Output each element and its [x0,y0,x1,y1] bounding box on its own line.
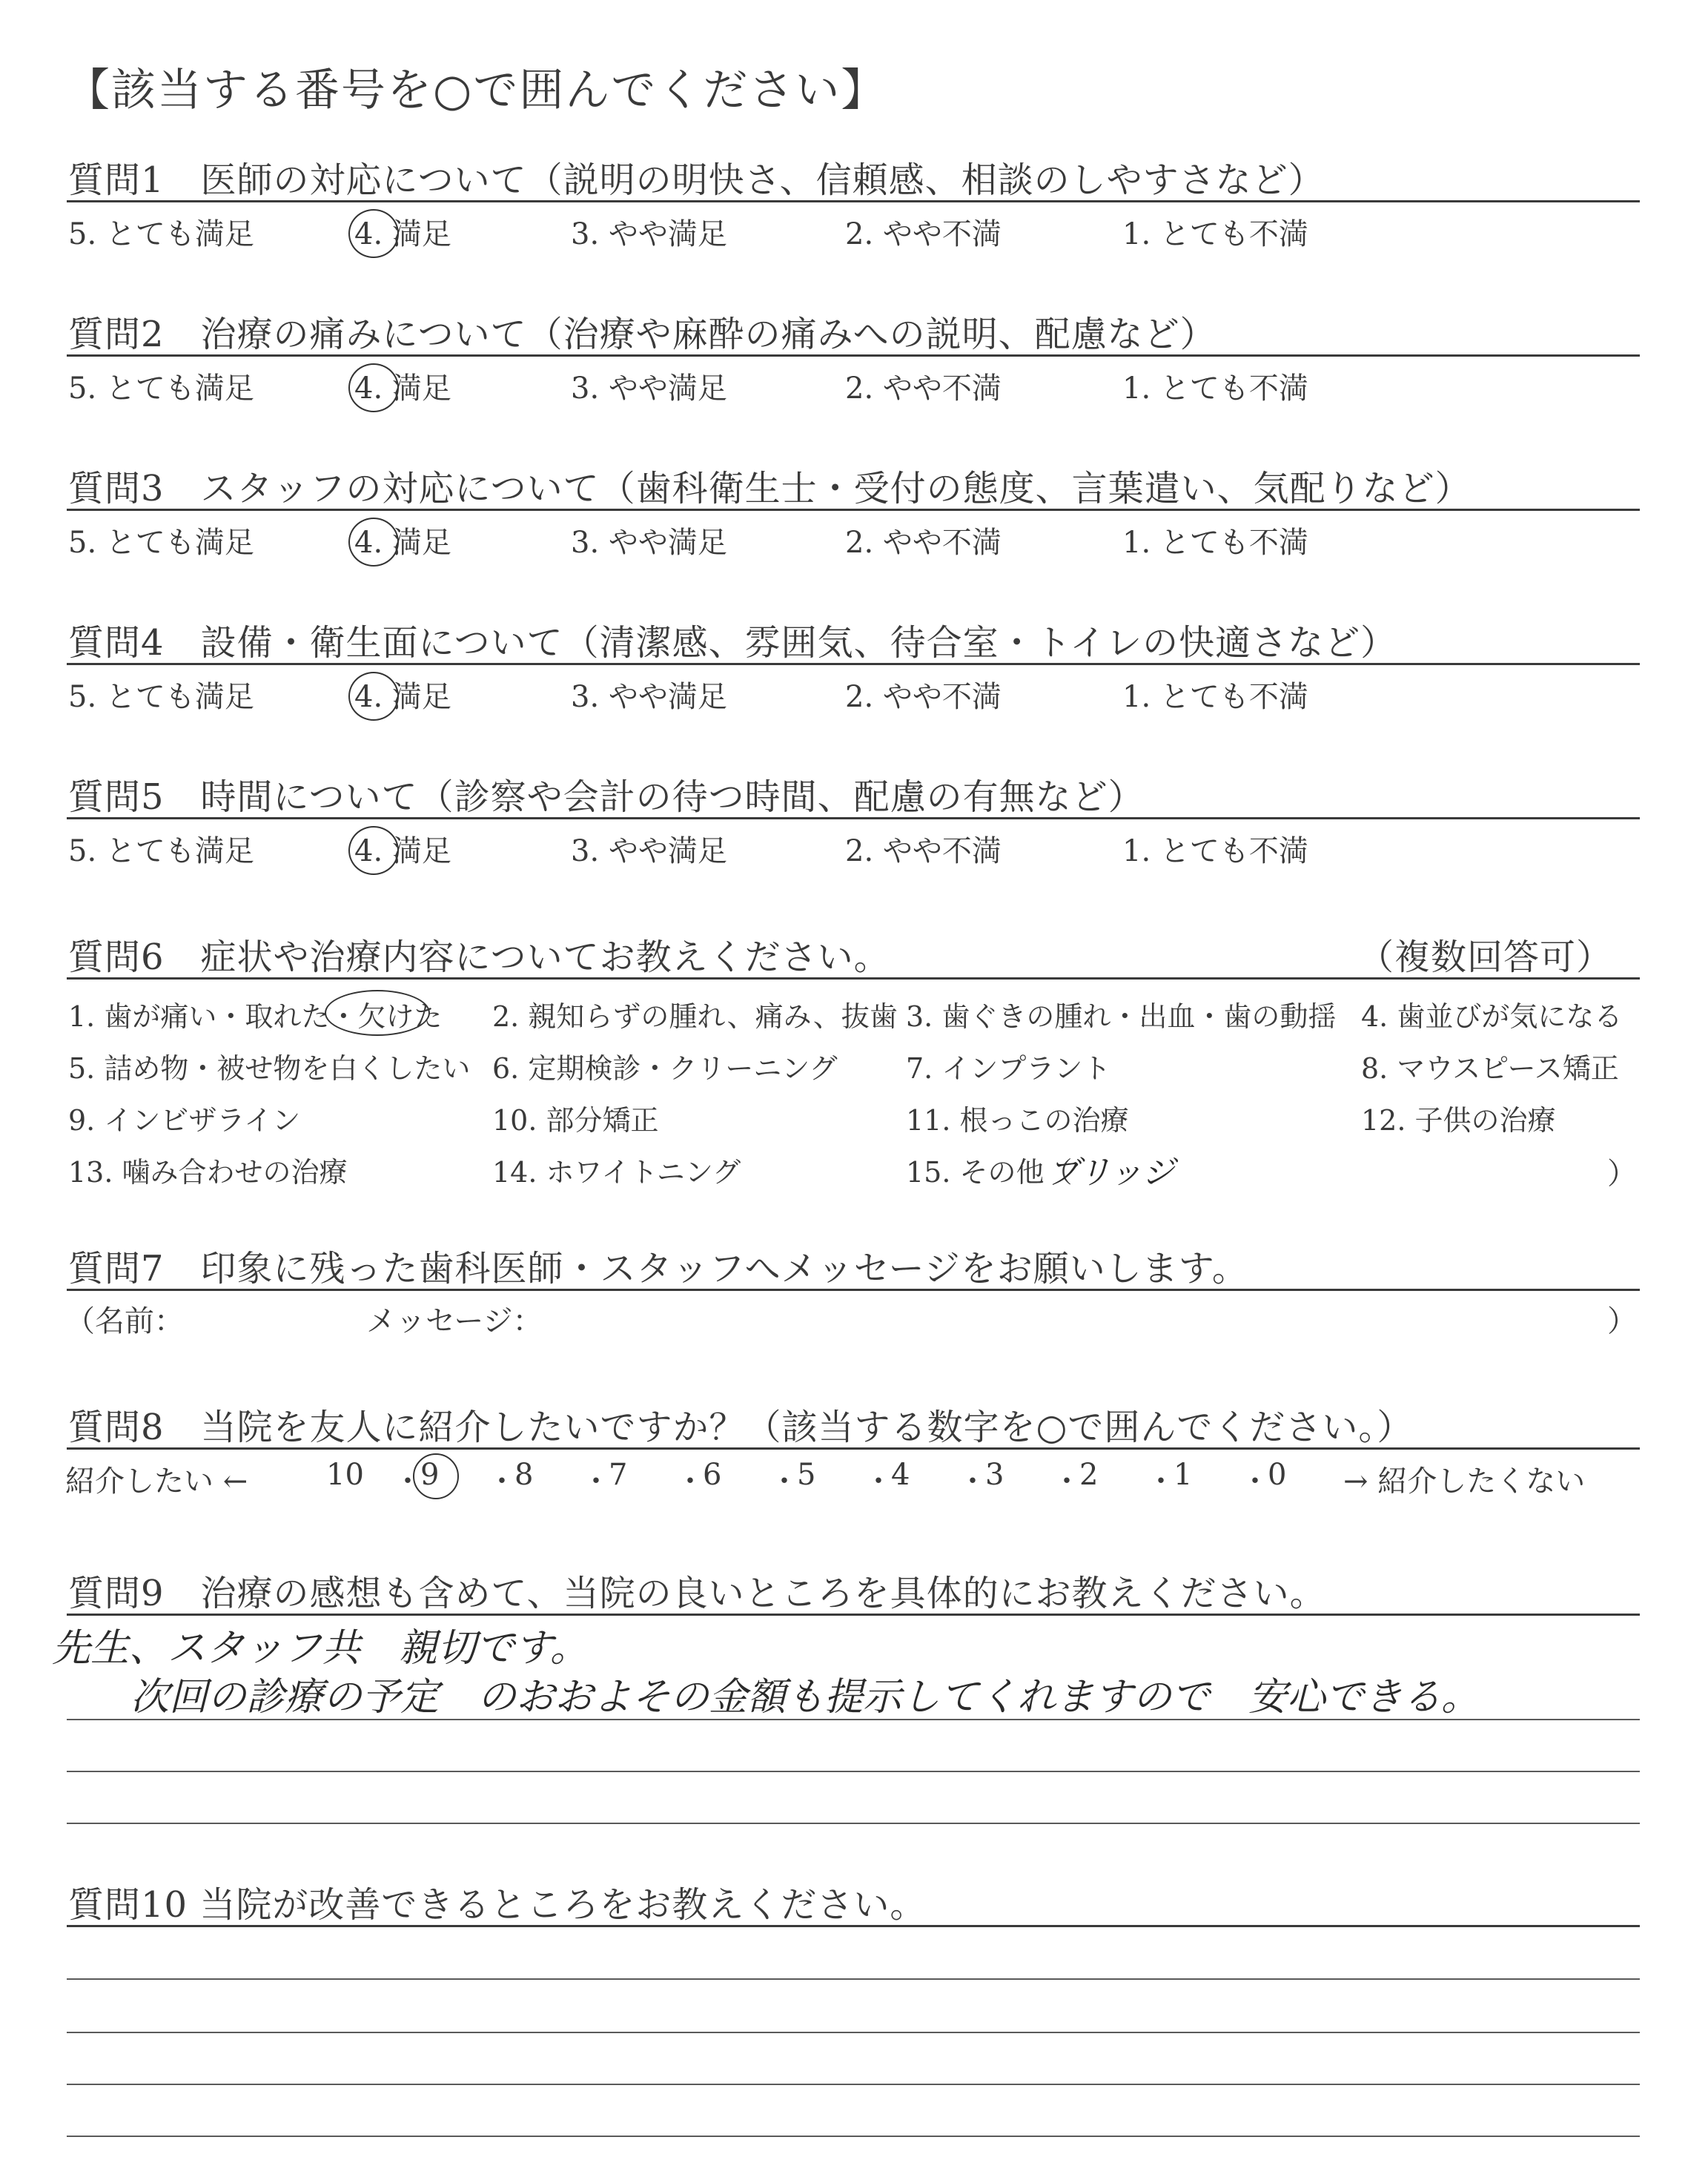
q3-option-2[interactable]: 2. やや不満 [845,526,1002,560]
q6-option-11[interactable]: 11. 根っこの治療 [906,1104,1129,1137]
q6-option-14[interactable]: 14. ホワイトニング [492,1156,741,1189]
q2-rule [67,354,1640,357]
q8-title: 質問8 当院を友人に紹介したいですか？（該当する数字を○で囲んでください。） [68,1407,1414,1448]
q6-option-7[interactable]: 7. インプラント [906,1052,1111,1085]
q8-selected-circle [413,1453,459,1499]
q8-scale-4[interactable]: 4 [891,1458,910,1492]
q5-option-5[interactable]: 5. とても満足 [68,834,254,868]
q10-line-5 [67,2136,1640,2137]
q7-close: ） [1607,1304,1637,1338]
q8-left-label: 紹介したい ← [65,1464,248,1499]
q6-option-9[interactable]: 9. インビザライン [68,1104,301,1137]
q6-option-1[interactable]: 1. 歯が痛い・取れた・欠けた [68,1000,443,1033]
q6-note: （複数回答可） [1358,937,1613,978]
q3-selected-circle [348,518,399,567]
q8-scale-6[interactable]: 6 [703,1458,722,1492]
q2-option-2[interactable]: 2. やや不満 [845,371,1002,406]
q8-rule [67,1447,1640,1450]
q6-other-answer: ブリッジ [1047,1154,1175,1192]
q3-option-5[interactable]: 5. とても満足 [68,526,254,560]
q6-option-8[interactable]: 8. マウスピース矯正 [1361,1052,1619,1085]
q8-scale-separator: ・ [958,1464,987,1499]
q8-scale-10[interactable]: 10 [326,1458,364,1492]
q8-scale-separator: ・ [1146,1464,1176,1499]
form-heading: 【該当する番号を○で囲んでください】 [65,65,887,116]
q8-scale-7[interactable]: 7 [609,1458,628,1492]
q9-answer-line-2: 次回の診療の予定 のおおよその金額も提示してくれますので 安心できる。 [130,1675,1480,1720]
q4-option-2[interactable]: 2. やや不満 [845,680,1002,714]
q4-option-3[interactable]: 3. やや満足 [571,680,727,714]
q6-option-3[interactable]: 3. 歯ぐきの腫れ・出血・歯の動揺 [906,1000,1337,1033]
q8-right-label: → 紹介したくない [1343,1464,1586,1499]
q10-rule [67,1925,1640,1927]
q6-title: 質問6 症状や治療内容についてお教えください。 [68,937,890,978]
q6-option-15[interactable]: 15. その他（ [906,1156,1073,1189]
q8-scale-separator: ・ [864,1464,893,1499]
q9-line-4 [67,1823,1640,1824]
q10-line-4 [67,2084,1640,2085]
q6-option-13[interactable]: 13. 噛み合わせの治療 [68,1156,348,1189]
q10-line-3 [67,2032,1640,2033]
q8-scale-9[interactable]: 9 [420,1458,440,1492]
q6-option-5[interactable]: 5. 詰め物・被せ物を白くしたい [68,1052,471,1085]
q7-name-label: （名前： [65,1304,184,1338]
q1-option-2[interactable]: 2. やや不満 [845,217,1002,251]
q8-scale-0[interactable]: 0 [1268,1458,1287,1492]
q8-scale-separator: ・ [581,1464,611,1499]
q1-selected-circle [348,209,399,258]
q8-scale-3[interactable]: 3 [985,1458,1004,1492]
q10-line-2 [67,1978,1640,1980]
q4-rule [67,663,1640,665]
q5-option-3[interactable]: 3. やや満足 [571,834,727,868]
q4-title: 質問4 設備・衛生面について（清潔感、雰囲気、待合室・トイレの快適さなど） [68,622,1397,664]
q3-option-3[interactable]: 3. やや満足 [571,526,727,560]
q8-scale-separator: ・ [675,1464,705,1499]
q1-option-4[interactable]: 4. 満足 [354,217,451,251]
q9-line-2 [67,1719,1640,1720]
q5-selected-circle [348,826,399,875]
q7-rule [67,1289,1640,1291]
q6-option-12[interactable]: 12. 子供の治療 [1361,1104,1556,1137]
q6-circle-mark [325,990,430,1036]
q6-option-10[interactable]: 10. 部分矯正 [492,1104,659,1137]
q2-selected-circle [348,363,399,412]
q8-scale-separator: ・ [487,1464,517,1499]
q6-option-6[interactable]: 6. 定期検診・クリーニング [492,1052,838,1085]
q8-scale-separator: ・ [769,1464,799,1499]
q5-title: 質問5 時間について（診察や会計の待つ時間、配慮の有無など） [68,776,1145,818]
q3-option-4[interactable]: 4. 満足 [354,526,451,560]
q4-option-5[interactable]: 5. とても満足 [68,680,254,714]
q6-option-4[interactable]: 4. 歯並びが気になる [1361,1000,1623,1033]
q6-other-close: ） [1607,1157,1637,1191]
q8-scale-8[interactable]: 8 [514,1458,534,1492]
q10-title: 質問10 当院が改善できるところをお教えください。 [68,1884,927,1926]
q8-scale-5[interactable]: 5 [797,1458,816,1492]
q8-scale-separator: ・ [1240,1464,1270,1499]
q4-option-1[interactable]: 1. とても不満 [1122,680,1308,714]
q3-option-1[interactable]: 1. とても不満 [1122,526,1308,560]
q3-title: 質問3 スタッフの対応について（歯科衛生士・受付の態度、言葉遣い、気配りなど） [68,468,1472,509]
q6-rule [67,977,1640,980]
q5-option-1[interactable]: 1. とても不満 [1122,834,1308,868]
q2-option-1[interactable]: 1. とても不満 [1122,371,1308,406]
q8-scale-separator: ・ [1052,1464,1082,1499]
q1-rule [67,200,1640,202]
q4-selected-circle [348,672,399,721]
q2-title: 質問2 治療の痛みについて（治療や麻酔の痛みへの説明、配慮など） [68,314,1217,355]
q8-scale-separator: ・ [393,1464,423,1499]
q8-scale-2[interactable]: 2 [1079,1458,1099,1492]
q1-option-3[interactable]: 3. やや満足 [571,217,727,251]
q1-option-5[interactable]: 5. とても満足 [68,217,254,251]
q9-answer-line-1: 先生、スタッフ共 親切です。 [52,1626,589,1671]
q2-option-5[interactable]: 5. とても満足 [68,371,254,406]
q9-title: 質問9 治療の感想も含めて、当院の良いところを具体的にお教えください。 [68,1573,1326,1614]
q4-option-4[interactable]: 4. 満足 [354,680,451,714]
q5-rule [67,817,1640,819]
q5-option-2[interactable]: 2. やや不満 [845,834,1002,868]
q7-title: 質問7 印象に残った歯科医師・スタッフへメッセージをお願いします。 [68,1248,1248,1289]
q2-option-3[interactable]: 3. やや満足 [571,371,727,406]
q8-scale-1[interactable]: 1 [1174,1458,1193,1492]
q9-rule [67,1614,1640,1616]
q1-title: 質問1 医師の対応について（説明の明快さ、信頼感、相談のしやすさなど） [68,159,1325,201]
q3-rule [67,509,1640,511]
q2-option-4[interactable]: 4. 満足 [354,371,451,406]
q1-option-1[interactable]: 1. とても不満 [1122,217,1308,251]
q7-message-label: メッセージ： [366,1304,543,1338]
q5-option-4[interactable]: 4. 満足 [354,834,451,868]
q6-option-2[interactable]: 2. 親知らずの腫れ、痛み、抜歯 [492,1000,898,1033]
q9-line-3 [67,1771,1640,1772]
